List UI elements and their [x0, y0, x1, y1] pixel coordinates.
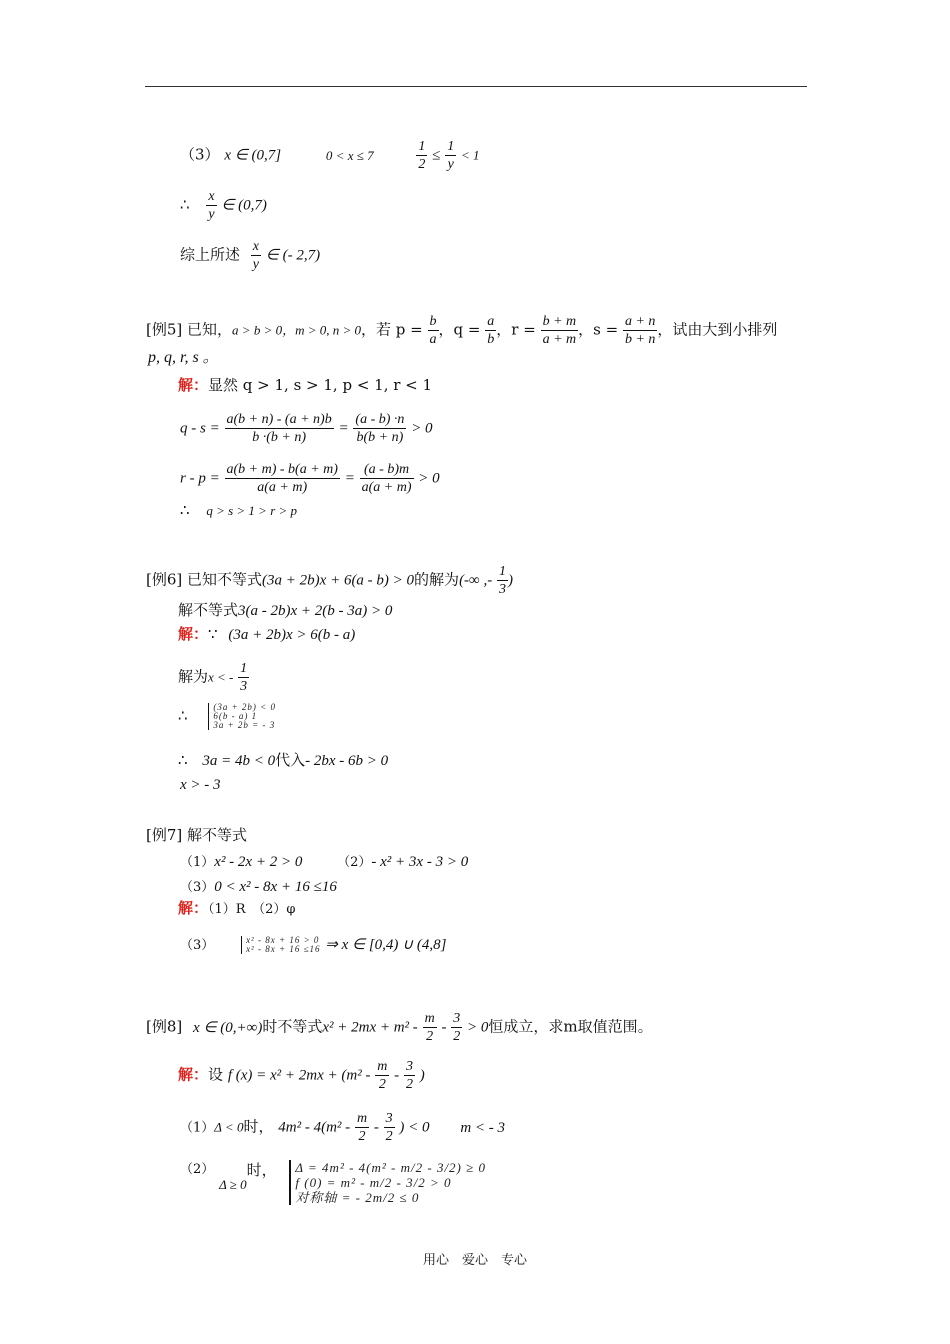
text: ，q = [438, 320, 481, 339]
math: Δ < 0 [214, 1119, 244, 1135]
case-label: （1） [180, 855, 215, 870]
system-row: 3a + 2b = - 3 [213, 720, 276, 730]
math: q > s > 1 > r > p [206, 503, 298, 518]
math: 4m² - 4(m² - [278, 1119, 351, 1136]
solution-text: 设 [208, 1065, 224, 1084]
denominator: 2 [405, 1077, 413, 1092]
denominator: b(b + n) [356, 430, 404, 445]
example8-case2 [180, 1160, 486, 1205]
numerator: (a - b)m [360, 461, 414, 479]
math: x² + 2mx + m² - [322, 1019, 418, 1036]
math: ≤ [432, 147, 441, 164]
numerator: 1 [418, 139, 426, 154]
therefore-symbol: ∴ [180, 501, 190, 519]
case-label: （3） [180, 880, 215, 895]
example8-solution [178, 1058, 425, 1093]
fraction [428, 313, 439, 348]
example6-line2 [178, 600, 392, 621]
example-tag: [例7] [146, 826, 183, 844]
therefore-symbol: ∴ [178, 706, 188, 725]
page-footer: 用心 爱心 专心 [422, 1253, 527, 1268]
numerator: m [356, 1111, 368, 1126]
denominator: 2 [426, 1029, 434, 1044]
math: - 2bx - 6b > 0 [305, 753, 389, 769]
numerator: 1 [499, 564, 507, 579]
example-tag: [例8] [146, 1017, 183, 1036]
fraction [360, 461, 414, 496]
solution-label: 解： [178, 625, 209, 643]
because-symbol: ∵ [208, 625, 218, 643]
math: m < - 3 [460, 1119, 506, 1136]
math: ∈ (0,7) [221, 197, 267, 214]
denominator: 3 [499, 582, 507, 597]
inequality-system [289, 1160, 486, 1205]
math: = [344, 470, 355, 487]
fraction [353, 411, 406, 446]
numerator: 3 [453, 1011, 461, 1026]
example6-line4 [178, 660, 249, 695]
example7-parts12 [180, 851, 468, 873]
math: a > b > 0 [232, 322, 283, 338]
example5-solution [178, 375, 432, 395]
example6-system-line [178, 703, 276, 730]
example5-conclusion [180, 500, 297, 521]
fraction [445, 138, 456, 173]
numerator: a + n [624, 314, 656, 329]
example-tag: [例5] [146, 320, 183, 339]
example7-part3 [180, 876, 337, 898]
math: > 0 [411, 420, 433, 437]
text: 恒成立，求m取值范围。 [488, 1017, 653, 1036]
numerator: b [429, 314, 437, 329]
example-tag: [例6] [146, 570, 183, 589]
math: 0 < x² - 8x + 16 ≤16 [214, 879, 337, 895]
example7-system-line [180, 934, 446, 956]
text: 已知不等式 [187, 570, 263, 589]
example8-statement [146, 1010, 653, 1045]
math: ∈ (- 2,7) [265, 247, 321, 264]
case-label: （2） [337, 855, 372, 870]
inequality-system [208, 703, 276, 730]
math: 3a = 4b < 0 [202, 753, 276, 769]
fraction [251, 238, 261, 273]
math: ，m > 0, n > 0 [282, 322, 362, 338]
fraction [225, 411, 334, 446]
math: ) [419, 1067, 425, 1084]
case-label: （2） [180, 1162, 215, 1177]
math: x < - [208, 669, 234, 685]
math: x² - 2x + 2 > 0 [214, 854, 303, 870]
math: > 0 [467, 1019, 489, 1036]
case-label: （3） [180, 145, 220, 164]
text: 代入 [275, 751, 306, 769]
math: - [441, 1019, 447, 1036]
denominator: a(a + m) [361, 480, 412, 495]
fraction [416, 138, 427, 173]
numerator: x [208, 189, 215, 204]
example6-solution [178, 624, 355, 645]
denominator: y [208, 207, 215, 222]
text: 时不等式 [262, 1017, 323, 1036]
text: 解不等式 [187, 826, 248, 844]
therefore-line [180, 188, 267, 223]
therefore-symbol: ∴ [178, 751, 188, 769]
numerator: a [487, 314, 495, 329]
denominator: b ·(b + n) [252, 430, 306, 445]
fraction [497, 563, 508, 598]
fraction [404, 1058, 415, 1093]
math: (3a + 2b)x + 6(a - b) > 0 [262, 572, 415, 589]
numerator: a(b + m) - b(a + m) [226, 462, 338, 477]
solution-text: （1）R （2）φ [208, 902, 296, 917]
numerator: a(b + n) - (a + n)b [226, 412, 332, 427]
example5-statement [146, 313, 777, 348]
denominator: 2 [358, 1129, 366, 1144]
math: x ∈ (0,7] [224, 147, 282, 164]
numerator: 3 [405, 1059, 413, 1074]
r-minus-p-line [180, 461, 440, 496]
fraction [225, 461, 340, 496]
math: 0 < x ≤ 7 [325, 147, 374, 163]
case-label: （3） [180, 938, 215, 953]
denominator: a [429, 332, 437, 347]
math: > 0 [418, 470, 440, 487]
fraction [423, 1010, 437, 1045]
denominator: y [252, 257, 260, 272]
math: - x² + 3x - 3 > 0 [371, 854, 469, 870]
fraction [623, 313, 657, 348]
system-row: (3a + 2b) < 0 [213, 702, 276, 712]
denominator: y [447, 157, 454, 172]
denominator: 2 [378, 1077, 386, 1092]
example7-statement [146, 825, 247, 845]
fraction [485, 313, 496, 348]
math: ) < 0 [399, 1119, 430, 1136]
denominator: b + n [624, 332, 656, 347]
fraction [206, 188, 216, 223]
text: ，试由大到小排列 [657, 320, 778, 339]
system-row: f (0) = m² - m/2 - 3/2 > 0 [295, 1175, 452, 1190]
denominator: 2 [385, 1129, 393, 1144]
math: (3a + 2b)x > 6(b - a) [228, 627, 356, 643]
math: f (x) = x² + 2mx + (m² - [227, 1067, 371, 1084]
inequality-system [241, 936, 320, 954]
math: x ∈ (0,+∞) [193, 1019, 263, 1036]
denominator: b [487, 332, 495, 347]
text: 解为 [178, 667, 209, 686]
denominator: 2 [453, 1029, 461, 1044]
denominator: 2 [418, 157, 426, 172]
fraction [384, 1110, 395, 1145]
summary-line [180, 238, 320, 273]
text: 解不等式 [178, 601, 239, 619]
text: 时， [243, 1117, 274, 1136]
text: ，若 p = [361, 320, 423, 339]
example5-line2: p, q, r, s 。 [148, 349, 219, 366]
math: ⇒ x ∈ [0,4) ∪ (4,8] [325, 937, 447, 953]
example7-solution [178, 898, 295, 920]
text: ，s = [578, 320, 619, 339]
solution-label: 解： [178, 1065, 209, 1084]
numerator: 1 [240, 661, 248, 676]
solution-label: 解： [178, 899, 209, 917]
math: < 1 [460, 147, 480, 163]
header-rule [145, 86, 807, 87]
math: ) [508, 572, 514, 589]
denominator: a + m [542, 332, 577, 347]
example6-line6 [178, 750, 388, 771]
fraction [375, 1058, 389, 1093]
example6-line7: x > - 3 [180, 777, 221, 793]
text: 的解为 [414, 570, 460, 589]
fraction [238, 660, 249, 695]
math: (-∞ ,- [459, 572, 493, 589]
example8-case1 [180, 1110, 505, 1145]
system-row: 对称轴 = - 2m/2 ≤ 0 [295, 1190, 420, 1205]
solution-text: 显然 q > 1, s > 1, p < 1, r < 1 [208, 376, 433, 394]
fraction [355, 1110, 369, 1145]
math: 3(a - 2b)x + 2(b - 3a) > 0 [238, 603, 393, 619]
case-label: （1） [180, 1120, 215, 1136]
numerator: (a - b) ·n [355, 412, 405, 427]
math: - [373, 1119, 379, 1136]
denominator: a(a + m) [257, 480, 308, 495]
therefore-symbol: ∴ [180, 195, 190, 214]
math: q - s = [180, 420, 220, 437]
numerator: 1 [447, 139, 455, 154]
example6-statement [146, 563, 513, 598]
q-minus-s-line [180, 411, 433, 446]
system-row: x² - 8x + 16 ≤16 [246, 944, 321, 954]
case3-line [180, 138, 480, 173]
system-row: 6(b - a) 1 [213, 711, 258, 721]
text: ，r = [496, 320, 536, 339]
numerator: x [252, 239, 260, 254]
summary-text: 综上所述 [180, 245, 241, 264]
numerator: 3 [385, 1111, 393, 1126]
system-row: Δ = 4m² - 4(m² - m/2 - 3/2) ≥ 0 [295, 1160, 487, 1175]
solution-label: 解： [178, 376, 209, 394]
numerator: b + m [542, 314, 577, 329]
math: = [338, 420, 349, 437]
text: 时， [246, 1161, 277, 1179]
text: 已知， [187, 320, 233, 339]
numerator: m [377, 1059, 388, 1074]
fraction [451, 1010, 462, 1045]
fraction [541, 313, 579, 348]
denominator: 3 [240, 679, 248, 694]
math: Δ ≥ 0 [219, 1177, 247, 1192]
numerator: m [424, 1011, 435, 1026]
math: r - p = [180, 470, 220, 487]
system-row: x² - 8x + 16 > 0 [246, 935, 320, 945]
math: - [394, 1067, 400, 1084]
